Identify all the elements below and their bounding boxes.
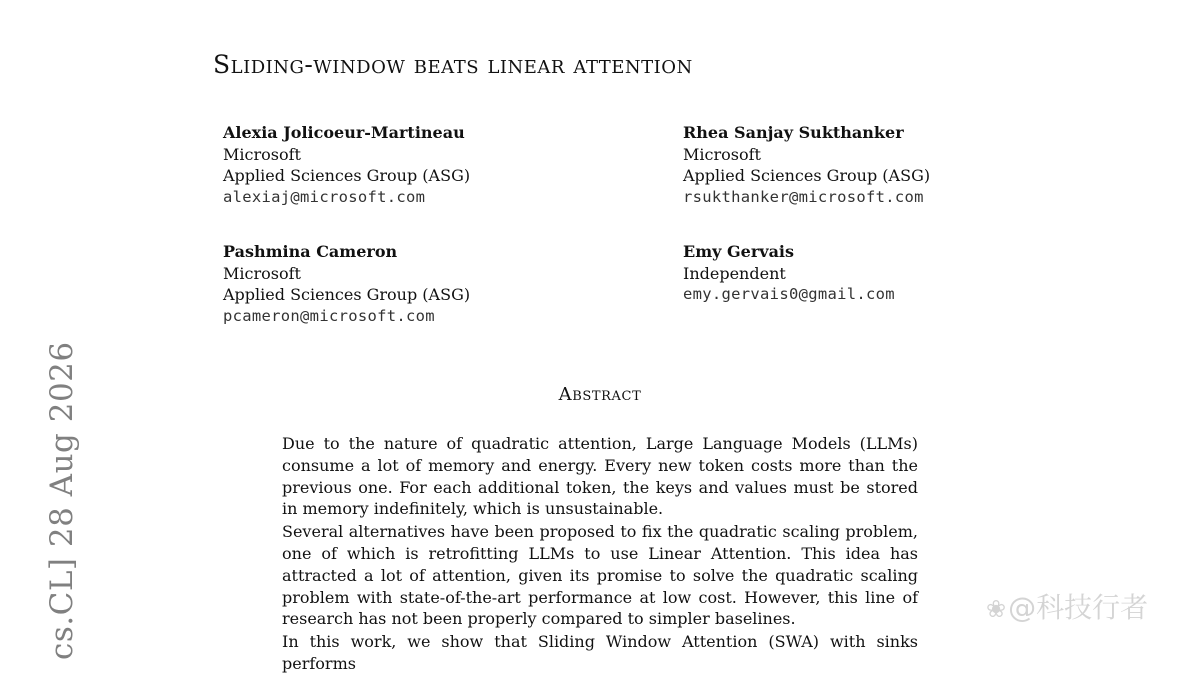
paper-title: Sliding-window beats linear attention — [213, 50, 693, 79]
arxiv-sidebar — [44, 320, 88, 660]
arxiv-stamp: cs.CL] 28 Aug 2026 — [44, 341, 80, 660]
abstract-heading: Abstract — [558, 384, 642, 405]
author-org: Microsoft — [223, 144, 301, 164]
author-name: Rhea Sanjay Sukthanker — [683, 123, 904, 142]
abstract-paragraph: Due to the nature of quadratic attention, Large Language Models (LLMs) consume a lot of memory and energy. Every new token costs more than the previous one. For each additional token, the keys and values must be stored in memory indefinitely, which is unsustainable. — [282, 434, 918, 519]
author-block — [683, 241, 895, 306]
watermark — [986, 586, 1148, 626]
author-group: Applied Sciences Group (ASG) — [223, 285, 471, 304]
author-email: emy.gervais0@gmail.com — [683, 285, 895, 303]
author-block — [223, 122, 470, 208]
author-name: Pashmina Cameron — [223, 242, 398, 261]
author-name: Emy Gervais — [683, 242, 795, 261]
abstract-paragraph: Several alternatives have been proposed to fix the quadratic scaling problem, one of which is retrofitting LLMs to use Linear Attention. This idea has attracted a lot of attention, given its promise to solve the quadratic scaling problem with state-of-the-art performance at low cost. However, this line of research has not been properly compared to simpler baselines. — [282, 522, 918, 629]
author-email: pcameron@microsoft.com — [223, 306, 435, 325]
author-email: alexiaj@microsoft.com — [223, 187, 426, 206]
author-email: rsukthanker@microsoft.com — [683, 187, 924, 206]
paw-icon: ❀ — [986, 595, 1007, 623]
author-group: Applied Sciences Group (ASG) — [683, 166, 931, 185]
watermark-text: @科技行者 — [1008, 591, 1149, 624]
author-org: Independent — [683, 263, 786, 283]
abstract-paragraph: In this work, we show that Sliding Window Attention (SWA) with sinks performs — [282, 632, 918, 673]
author-org: Microsoft — [683, 144, 761, 164]
author-block — [223, 241, 470, 327]
author-org: Microsoft — [223, 263, 301, 283]
author-group: Applied Sciences Group (ASG) — [223, 166, 471, 185]
abstract-body — [282, 433, 918, 676]
author-name: Alexia Jolicoeur-Martineau — [223, 123, 465, 142]
author-block — [683, 122, 930, 208]
